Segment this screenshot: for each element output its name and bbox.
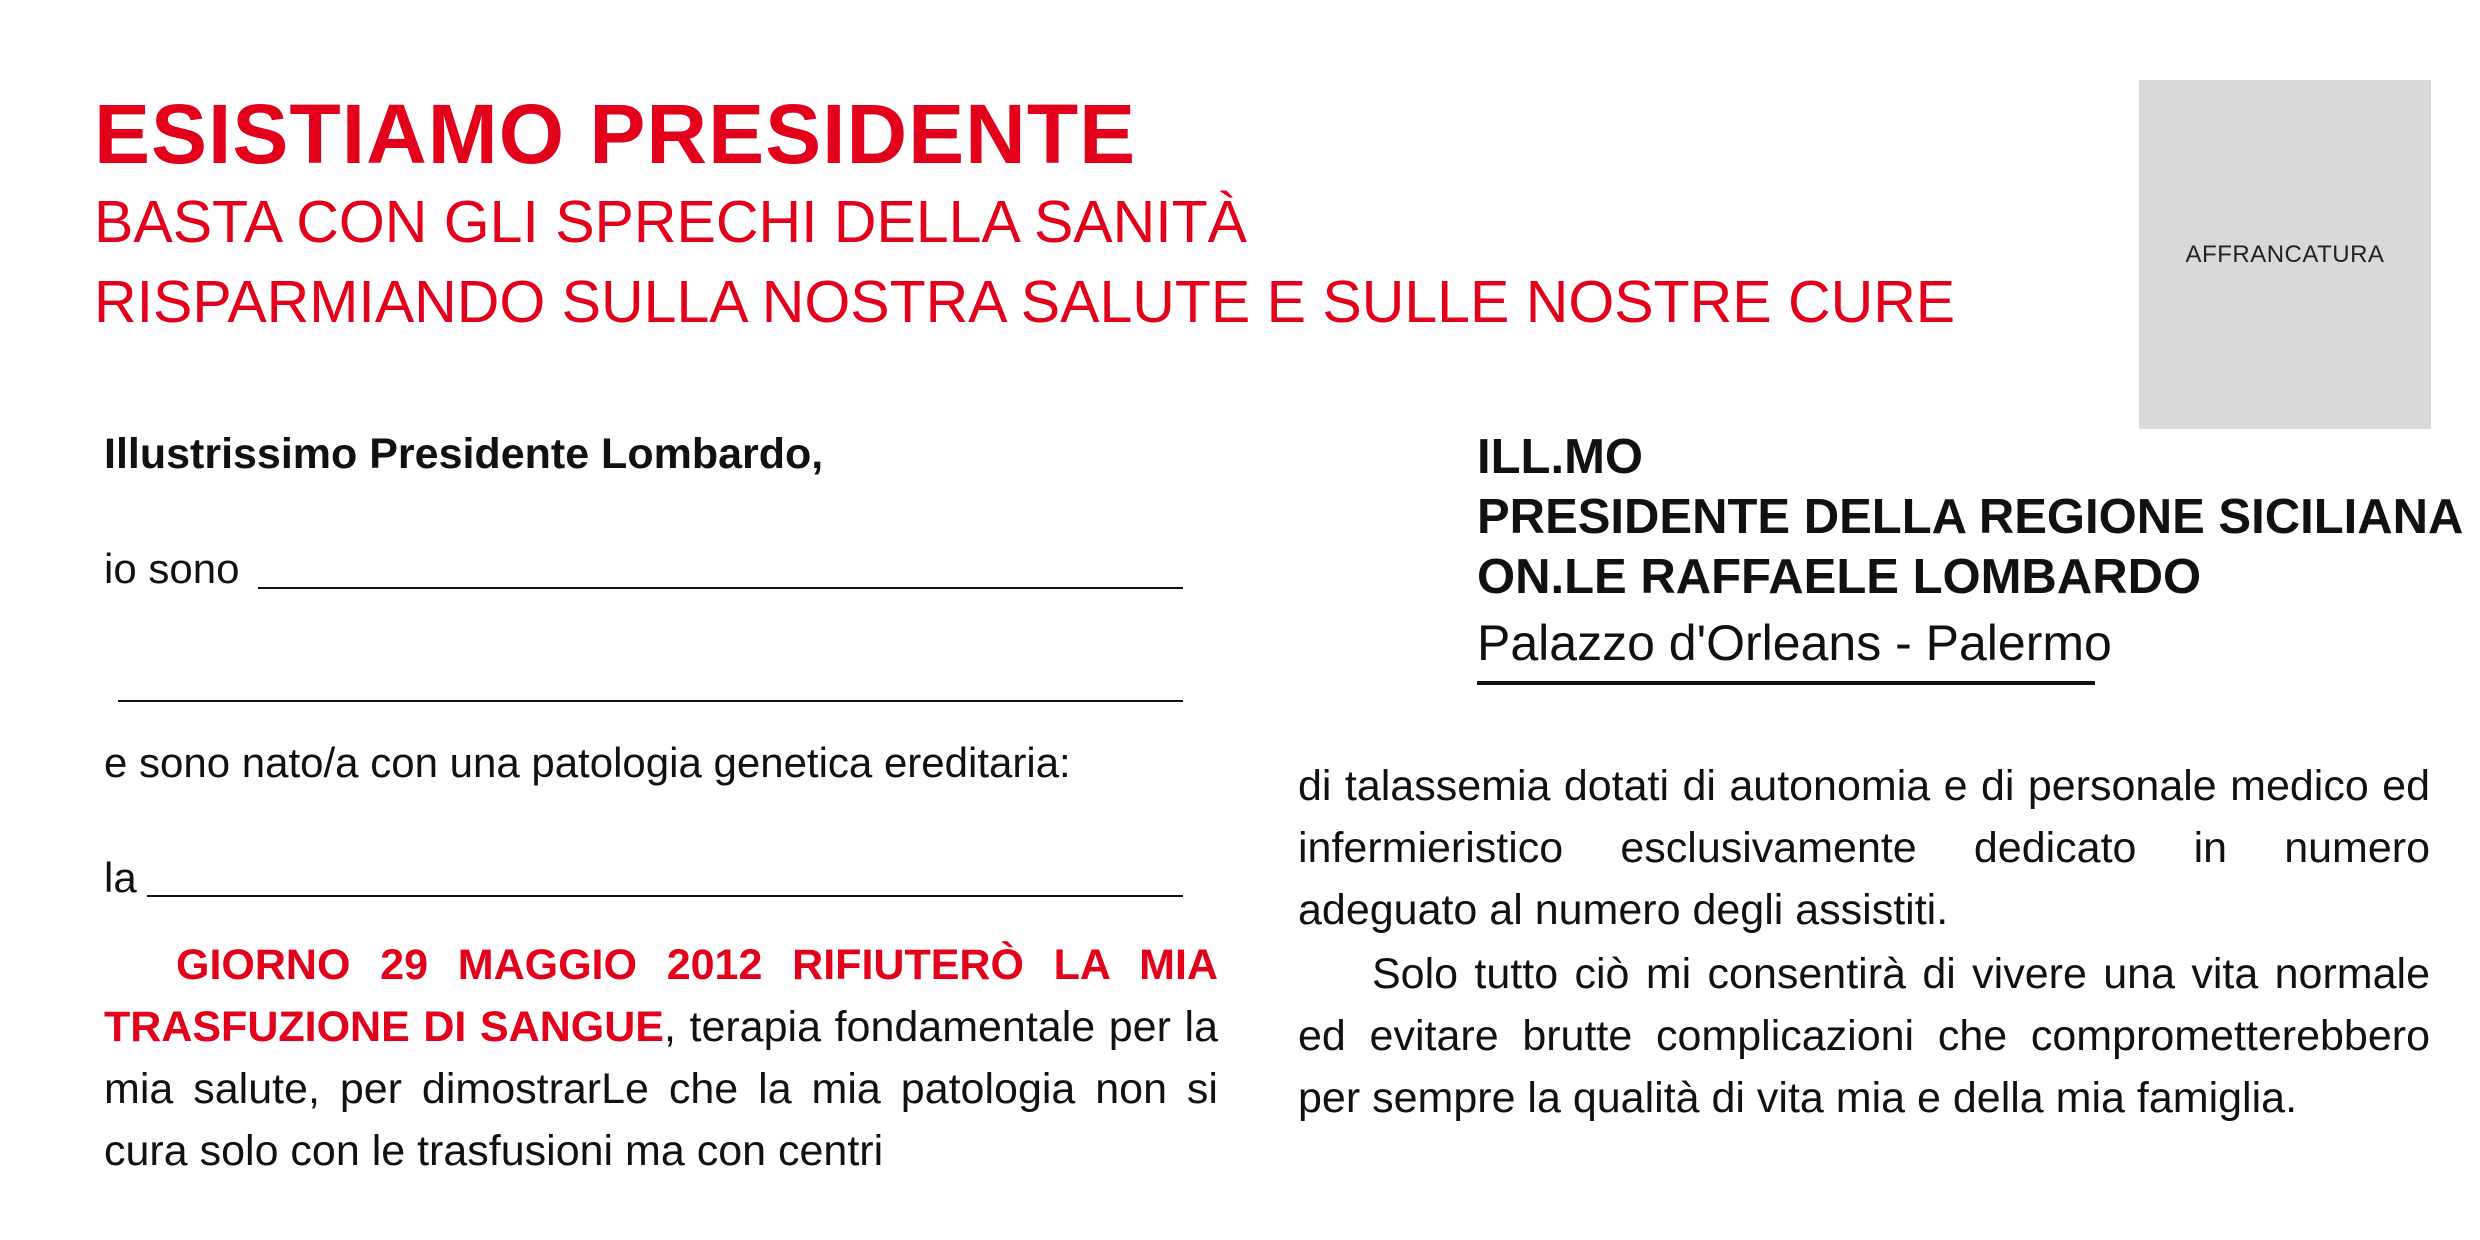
letter-greeting: Illustrissimo Presidente Lombardo, — [104, 430, 824, 478]
io-sono-label: io sono — [104, 545, 240, 592]
continuation-paragraph-2-text: Solo tutto ciò mi consentirà di vivere una vita normale ed evitare brutte complicazioni che comprometterebbero per sempre la qualità di vita mia e della mia famiglia. — [1298, 950, 2430, 1122]
name-fill-line-2 — [118, 700, 1183, 702]
pathology-fill-line — [147, 895, 1183, 897]
paragraph-rest: , terapia fondamentale per la mia salute, per dimostrarLe che la mia patologia non si cura solo con le trasfusioni ma con centri — [104, 1003, 1218, 1175]
la-label: la — [104, 854, 137, 901]
continuation-paragraph-1: di talassemia dotati di autonomia e di personale medico ed infermieristico esclusivamente dedicato in numero adeguato al numero degli assistiti. — [1298, 762, 2430, 934]
address-line-1: ILL.MO — [1477, 430, 1644, 484]
letter-paragraph — [104, 934, 1218, 1182]
subtitle-line-1: BASTA CON GLI SPRECHI DELLA SANITÀ — [94, 189, 1248, 255]
stamp-label: AFFRANCATURA — [2185, 240, 2385, 268]
address-line-3: ON.LE RAFFAELE LOMBARDO — [1477, 550, 2202, 604]
pathology-label: e sono nato/a con una patologia genetica ereditaria: — [104, 739, 1071, 786]
address-underline — [1477, 681, 2095, 685]
address-line-4: Palazzo d'Orleans - Palermo — [1477, 615, 2112, 671]
name-fill-line — [258, 587, 1183, 589]
subtitle-line-2: RISPARMIANDO SULLA NOSTRA SALUTE E SULLE NOSTRE CURE — [94, 269, 1956, 335]
address-line-2: PRESIDENTE DELLA REGIONE SICILIANA — [1477, 490, 2464, 544]
continuation-paragraph-2 — [1298, 943, 2430, 1129]
paragraph-emphasis: GIORNO 29 MAGGIO 2012 RIFIUTERÒ LA MIA TRASFUZIONE DI SANGUE — [104, 941, 1218, 1051]
stamp-box — [2139, 80, 2431, 429]
page-title: ESISTIAMO PRESIDENTE — [94, 87, 1137, 181]
